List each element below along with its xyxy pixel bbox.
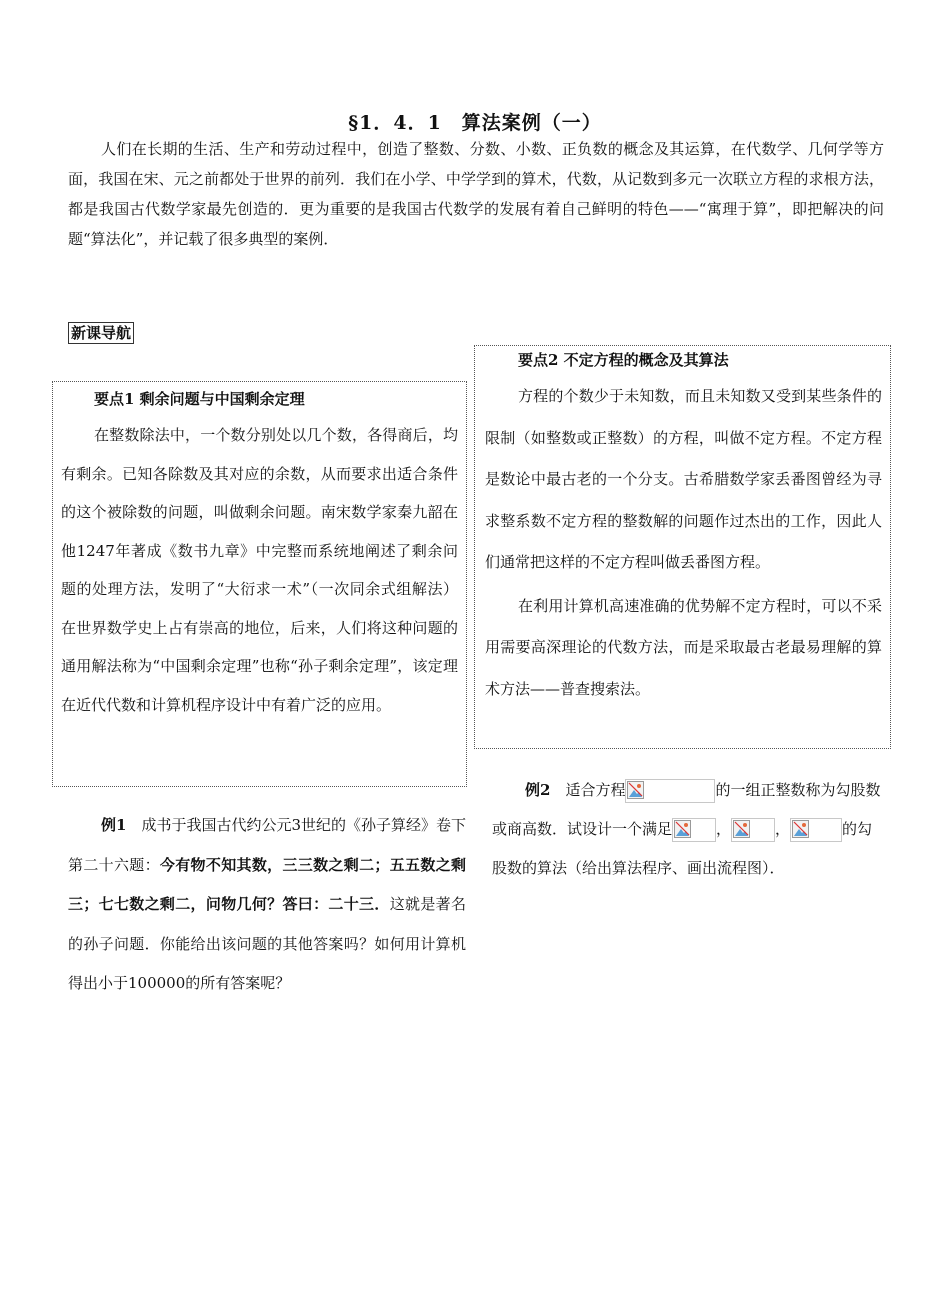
example-2-label: 例2: [525, 781, 551, 799]
separator-comma-2: ，: [775, 820, 791, 838]
condition-image-placeholder-3: [790, 818, 842, 842]
intro-paragraph: 人们在长期的生活、生产和劳动过程中，创造了整数、分数、小数、正负数的概念及其运算，在代数学、几何学等方面，我国在宋、元之前都处于世界的前列．我们在小学、中学学到的算术，代数，从记数到多元一次联立方程的求根方法，都是我国古代数学家最先创造的．更为重要的是我国古代数学的发展有着自己鲜明的特色——“寓理于算”，即把解决的问题“算法化”，并记载了很多典型的案例．: [68, 140, 884, 248]
broken-image-icon: [792, 820, 809, 838]
example-2-text-end: 的勾股数的算法（给出算法程序、画出流程图）．: [492, 820, 873, 877]
separator-comma-1: ，: [716, 820, 732, 838]
example-2: [492, 771, 884, 888]
key-point-1-body: 在整数除法中，一个数分别处以几个数，各得商后，均有剩余。已知各除数及其对应的余数，从而要求出适合条件的这个被除数的问题，叫做剩余问题。南宋数学家秦九韶在他1247年著成《数书九章》中完整而系统地阐述了剩余问题的处理方法，发明了“大衍求一术”（一次同余式组解法）在世界数学史上占有崇高的地位，后来，人们将这种问题的通用解法称为“中国剩余定理”也称“孙子剩余定理”，该定理在近代代数和计算机程序设计中有着广泛的应用。: [61, 426, 458, 714]
key-point-1-heading: 要点1 剩余问题与中国剩余定理: [94, 390, 305, 408]
example-1: [68, 806, 466, 1004]
key-point-1-box: [52, 381, 467, 787]
example-1-text-intro: 成书于我国古代约公元3世纪的《孙子算经》卷下第二十六题：: [68, 816, 467, 874]
broken-image-icon: [733, 820, 750, 838]
example-1-problem: 今有物不知其数，三三数之剩二；五五数之剩三；七七数之剩二，问物几何？答曰：二十三．: [68, 855, 466, 913]
page-title: §1．4．1 算法案例（一）: [348, 112, 602, 134]
key-point-2-box: [474, 345, 891, 749]
example-2-text-intro: 适合方程: [550, 781, 626, 799]
example-2-text-middle: 的一组正整数称为勾股数或商高数．试设计一个满足: [492, 781, 881, 838]
condition-image-placeholder-2: [731, 818, 775, 842]
key-point-2-paragraph-1: 方程的个数少于未知数，而且未知数又受到某些条件的限制（如整数或正整数）的方程，叫做不定方程。不定方程是数论中最古老的一个分支。古希腊数学家丢番图曾经为寻求整系数不定方程的整数解的问题作过杰出的工作，因此人们通常把这样的不定方程叫做丢番图方程。: [485, 387, 882, 571]
example-1-label: 例1: [101, 816, 127, 834]
example-1-text-question: 这就是著名的孙子问题．你能给出该问题的其他答案吗？如何用计算机得出小于100000的所有答案呢？: [68, 895, 466, 992]
equation-image-placeholder: [625, 779, 715, 803]
section-label-new-lesson: 新课导航: [68, 322, 134, 344]
broken-image-icon: [674, 820, 691, 838]
broken-image-icon: [627, 781, 644, 799]
key-point-2-paragraph-2: 在利用计算机高速准确的优势解不定方程时，可以不采用需要高深理论的代数方法，而是采取最古老最易理解的算术方法——普查搜索法。: [485, 596, 882, 698]
key-point-2-heading: 要点2 不定方程的概念及其算法: [518, 351, 729, 369]
condition-image-placeholder-1: [672, 818, 716, 842]
